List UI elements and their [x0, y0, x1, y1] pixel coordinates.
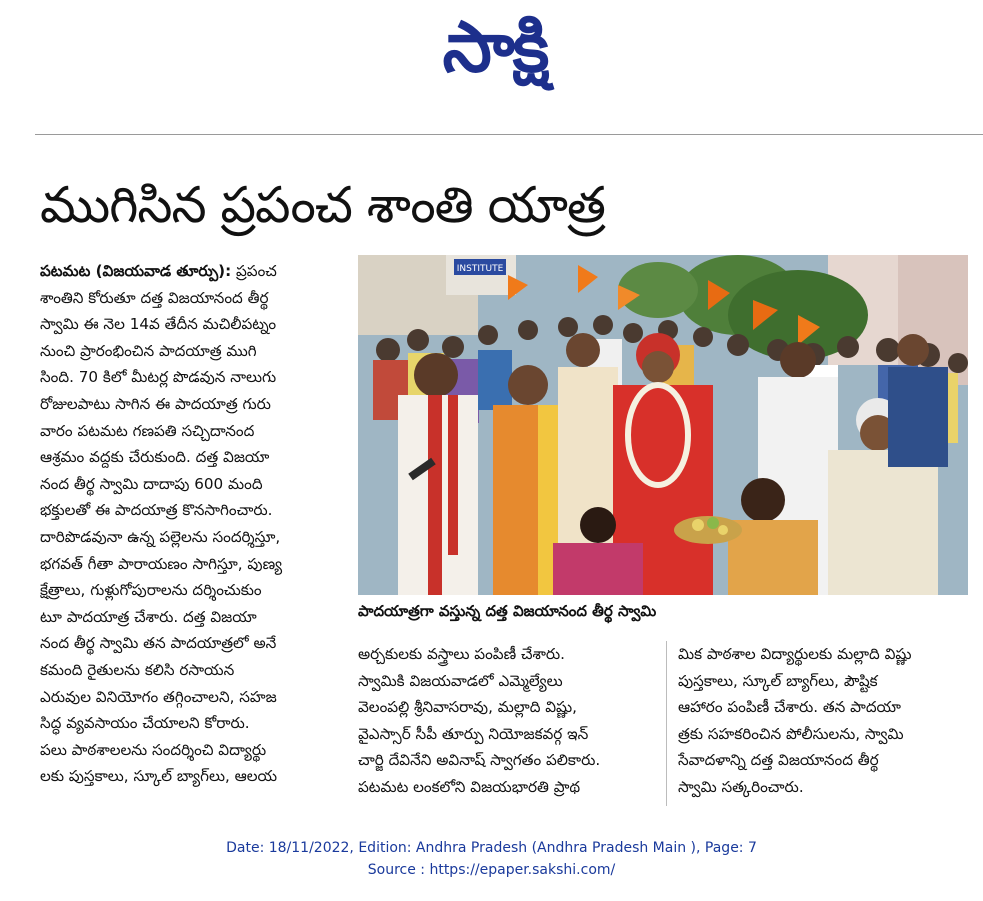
article-line: టూ పాదయాత్ర చేశారు. దత్త విజయా: [40, 607, 257, 626]
headline: ముగిసిన ప్రపంచ శాంతి యాత్ర: [40, 176, 605, 234]
article-line: ఆశ్రమం వద్దకు చేరుకుంది. దత్త విజయా: [40, 448, 270, 467]
article-line: సింది. 70 కిలో మీటర్ల పొడవున నాలుగు: [40, 368, 277, 387]
article-line: పలు పాఠశాలలను సందర్శించి విద్యార్థు: [40, 740, 267, 759]
source-link[interactable]: Source : https://epaper.sakshi.com/: [367, 862, 616, 878]
article-line: భగవత్ గీతా పారాయణం సాగిస్తూ, పుణ్య: [40, 554, 283, 573]
photo-caption: పాదయాత్రగా వస్తున్న దత్త విజయానంద తీర్థ స్వామి: [358, 602, 657, 620]
article-line: త్రకు సహకరించిన పోలీసులను, స్వామి: [678, 724, 904, 743]
article-line: శాంతిని కోరుతూ దత్త విజయానంద తీర్థ: [40, 288, 269, 307]
article-column-middle: [358, 641, 650, 801]
edition-info: Date: 18/11/2022, Edition: Andhra Pradesh (Andhra Pradesh Main ), Page: 7: [226, 840, 757, 856]
institute-sign-text: INSTITUTE: [456, 264, 504, 274]
article-column-right: [678, 641, 970, 801]
article-line: నంద తీర్థ స్వామి తన పాదయాత్రలో అనే: [40, 634, 277, 653]
article-line: ప్రపంచ: [231, 262, 277, 280]
logo-text: సాక్షి: [442, 5, 548, 88]
column-divider: [666, 641, 667, 806]
article-line: సేవాదళాన్ని దత్త విజయానంద తీర్థ: [678, 751, 879, 770]
article-line-first: [40, 258, 328, 285]
article-line: ఆహారం పంపిణీ చేశారు. తన పాదయా: [678, 698, 901, 717]
article-line: లకు పుస్తకాలు, స్కూల్ బ్యాగ్‌లు, ఆలయ: [40, 767, 278, 786]
article-line: అర్చకులకు వస్త్రాలు పంపిణీ చేశారు.: [358, 645, 565, 663]
article-line: చార్జి దేవినేని అవినాష్ స్వాగతం పలికారు.: [358, 751, 601, 770]
article-line: భక్తులతో ఈ పాదయాత్ర కొనసాగించారు.: [40, 501, 273, 520]
dateline: పటమట (విజయవాడ తూర్పు):: [40, 262, 232, 280]
masthead-logo[interactable]: [390, 5, 600, 100]
article-line: స్వామి సత్కరించారు.: [678, 777, 804, 796]
article-line: దారిపొడవునా ఉన్న పల్లెలను సందర్శిస్తూ,: [40, 527, 281, 546]
article-line: క్షేత్రాలు, గుళ్లుగోపురాలను దర్శించుకుం: [40, 581, 262, 600]
article-line: సిద్ధ వ్యవసాయం చేయాలని కోరారు.: [40, 714, 250, 733]
article-line: మిక పాఠశాల విద్యార్థులకు మల్లాది విష్ణు: [678, 645, 912, 663]
article-line: వారం పటమట గణపతి సచ్చిదానంద: [40, 421, 255, 440]
article-column-left: [40, 258, 328, 790]
article-line: వైఎస్సార్ సీపీ తూర్పు నియోజకవర్గ ఇన్: [358, 724, 589, 743]
article-line: నుంచి ప్రారంభించిన పాదయాత్ర ముగి: [40, 341, 257, 360]
article-line: పటమట లంకలోని విజయభారతి ప్రాథ: [358, 777, 581, 796]
article-line: స్వామి ఈ నెల 14వ తేదీన మచిలీపట్నం: [40, 315, 277, 334]
news-photo[interactable]: [358, 255, 968, 595]
article-line: వెలంపల్లి శ్రీనివాసరావు, మల్లాది విష్ణు,: [358, 698, 577, 717]
article-line: ఎరువుల వినియోగం తగ్గించాలని, సహజ: [40, 687, 277, 706]
article-line: పుస్తకాలు, స్కూల్ బ్యాగ్‌లు, పౌష్టిక: [678, 671, 878, 690]
top-divider: [35, 134, 983, 135]
procession-photo-illustration: [358, 255, 968, 595]
article-line: స్వామికి విజయవాడలో ఎమ్మెల్యేలు: [358, 671, 563, 690]
article-line: కమంది రైతులను కలిసి రసాయన: [40, 660, 235, 679]
article-line: రోజులపాటు సాగిన ఈ పాదయాత్ర గురు: [40, 394, 271, 413]
article-line: నంద తీర్థ స్వామి దాదాపు 600 మంది: [40, 474, 263, 493]
